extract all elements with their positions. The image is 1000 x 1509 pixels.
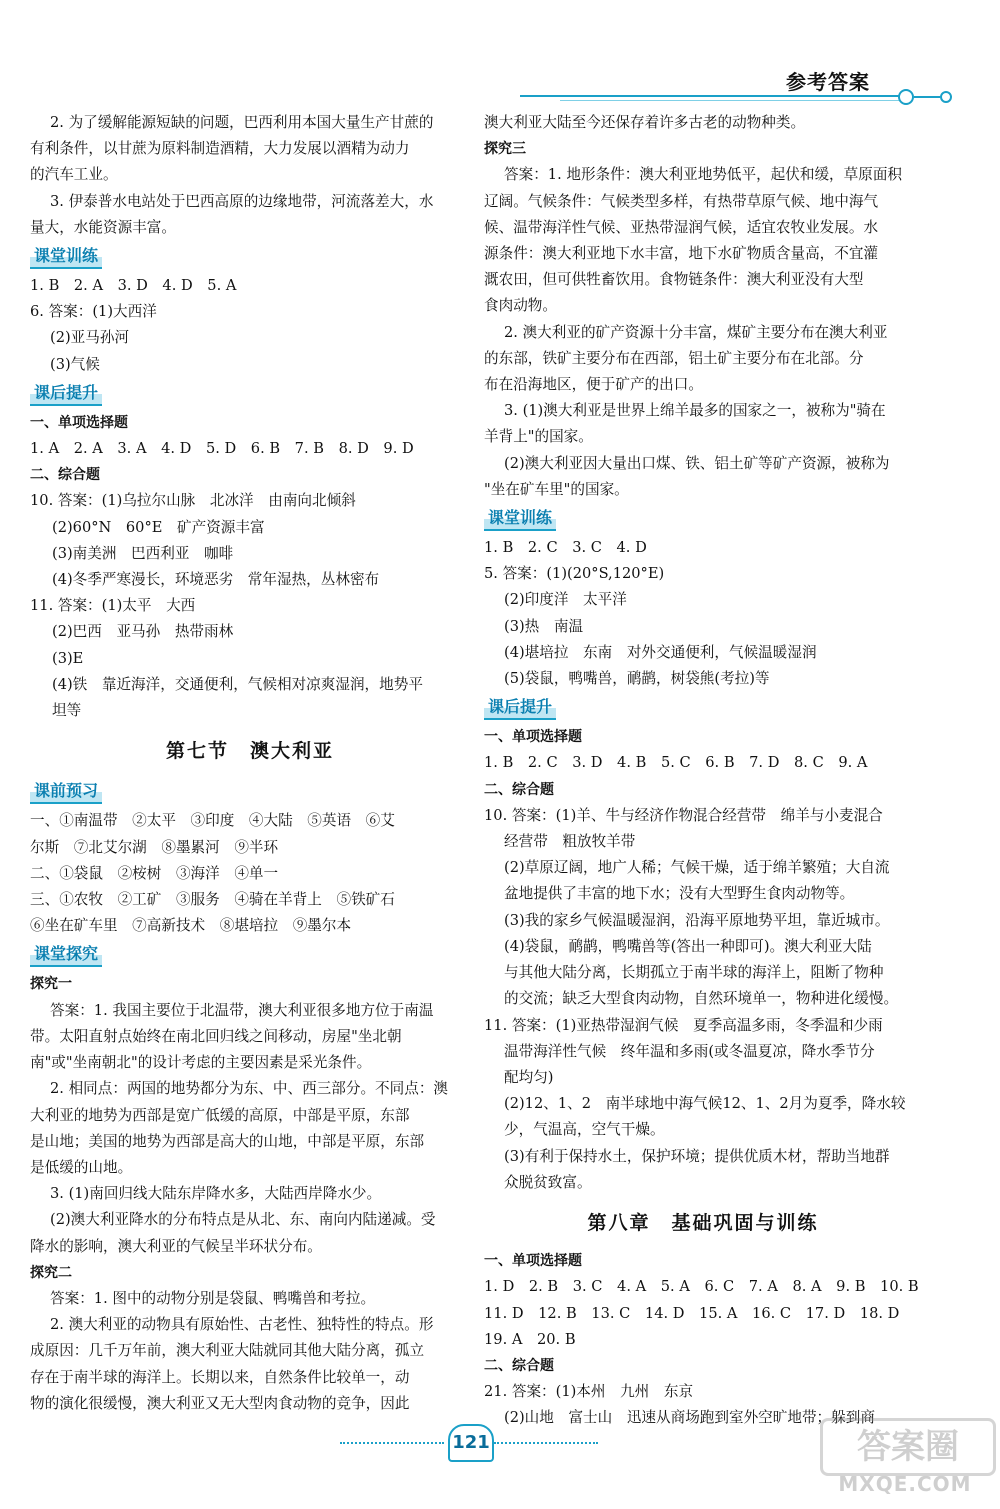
subheading: 二、综合题 bbox=[484, 1357, 554, 1374]
page-number: 121 bbox=[448, 1424, 494, 1462]
text-line: (2)12、1、2 南半球地中海气候12、1、2月为夏季，降水较 bbox=[504, 1095, 906, 1113]
text-line: 南"或"坐南朝北"的设计考虑的主要因素是采光条件。 bbox=[30, 1054, 372, 1072]
footer-dots-left bbox=[340, 1442, 444, 1446]
section-badge: 课堂训练 bbox=[30, 245, 102, 269]
text-line: ⑥坐在矿车里 ⑦高新技术 ⑧堪培拉 ⑨墨尔本 bbox=[30, 917, 352, 935]
text-line: 盆地提供了丰富的地下水；没有大型野生食肉动物等。 bbox=[504, 885, 855, 903]
text-line: 少，气温高，空气干燥。 bbox=[504, 1121, 665, 1139]
text-line: 1. B 2. A 3. D 4. D 5. A bbox=[30, 277, 237, 295]
section-badge-row bbox=[30, 241, 470, 273]
section-badge: 课前预习 bbox=[30, 780, 102, 804]
header-title: 参考答案 bbox=[786, 70, 870, 94]
text-line: "坐在矿车里"的国家。 bbox=[484, 480, 629, 498]
text-line: 物的演化很缓慢，澳大利亚又无大型肉食动物的竞争，因此 bbox=[30, 1394, 410, 1412]
text-line: 10. 答案：(1)乌拉尔山脉 北冰洋 由南向北倾斜 bbox=[30, 492, 356, 510]
text-line: 21. 答案：(1)本州 九州 东京 bbox=[484, 1383, 694, 1401]
ring-ornament-small bbox=[940, 91, 952, 103]
text-line: 尔斯 ⑦北艾尔湖 ⑧墨累河 ⑨半环 bbox=[30, 838, 279, 856]
section-badge: 课堂探究 bbox=[30, 943, 102, 967]
footer-dots-right bbox=[494, 1442, 598, 1446]
text-line: 布在沿海地区，便于矿产的出口。 bbox=[484, 376, 703, 394]
text-line: 降水的影响，澳大利亚的气候呈半环状分布。 bbox=[30, 1237, 322, 1255]
text-line: (3)气候 bbox=[50, 355, 100, 373]
text-line: 1. B 2. C 3. D 4. B 5. C 6. B 7. D 8. C 9. A bbox=[484, 754, 868, 772]
text-line: 一、①南温带 ②太平 ③印度 ④大陆 ⑤英语 ⑥艾 bbox=[30, 812, 395, 830]
text-line: (3)热 南温 bbox=[504, 617, 584, 635]
section-badge-row bbox=[30, 378, 470, 410]
text-line: 答案：1. 图中的动物分别是袋鼠、鸭嘴兽和考拉。 bbox=[50, 1289, 376, 1307]
text-line: 2. 澳大利亚的矿产资源十分丰富，煤矿主要分布在澳大利亚 bbox=[504, 323, 888, 341]
left-column bbox=[30, 110, 470, 1417]
text-line: (3)我的家乡气候温暖湿润，沿海平原地势平坦，靠近城市。 bbox=[504, 911, 890, 929]
text-line: 与其他大陆分离，长期孤立于南半球的海洋上，阻断了物种 bbox=[504, 964, 884, 982]
text-line: 3. (1)南回归线大陆东岸降水多，大陆西岸降水少。 bbox=[50, 1185, 382, 1203]
text-line: 食肉动物。 bbox=[484, 297, 557, 315]
section-title: 第八章 基础巩固与训练 bbox=[587, 1211, 819, 1234]
ring-ornament bbox=[898, 89, 914, 105]
section-badge-row bbox=[30, 776, 470, 808]
subheading: 一、单项选择题 bbox=[30, 414, 128, 431]
text-line: 源条件：澳大利亚地下水丰富，地下水矿物质含量高，不宜灌 bbox=[484, 245, 879, 263]
text-line: (3)有利于保持水土，保护环境；提供优质木材，帮助当地群 bbox=[504, 1147, 890, 1165]
text-line: (3)E bbox=[52, 649, 84, 667]
text-line: 的交流；缺乏大型食肉动物，自然环境单一，物种进化缓慢。 bbox=[504, 990, 899, 1008]
header-rule bbox=[520, 95, 900, 97]
text-line: 11. D 12. B 13. C 14. D 15. A 16. C 17. D 18. D bbox=[484, 1304, 900, 1322]
text-line: (2)60°N 60°E 矿产资源丰富 bbox=[52, 518, 265, 536]
subheading: 一、单项选择题 bbox=[484, 729, 582, 746]
text-line: (2)澳大利亚因大量出口煤、铁、铝土矿等矿产资源，被称为 bbox=[504, 454, 890, 472]
text-line: 是山地；美国的地势为西部是高大的山地，中部是平原，东部 bbox=[30, 1132, 425, 1150]
text-line: 大利亚的地势为西部是宽广低缓的高原，中部是平原，东部 bbox=[30, 1106, 410, 1124]
watermark-logo bbox=[820, 1418, 990, 1502]
text-line: 的汽车工业。 bbox=[30, 166, 118, 184]
text-line: 温带海洋性气候 终年温和多雨(或冬温夏凉，降水季节分 bbox=[504, 1042, 875, 1060]
subheading: 探究三 bbox=[484, 141, 526, 158]
text-line: (2)巴西 亚马孙 热带雨林 bbox=[52, 623, 234, 641]
text-line: 5. 答案：(1)(20°S,120°E) bbox=[484, 565, 665, 583]
subheading: 二、综合题 bbox=[484, 781, 554, 798]
text-line: 经营带 粗放牧羊带 bbox=[504, 833, 636, 851]
text-line: 是低缓的山地。 bbox=[30, 1158, 133, 1176]
text-line: 候、温带海洋性气候、亚热带湿润气候，适宜农牧业发展。水 bbox=[484, 218, 879, 236]
subheading: 二、综合题 bbox=[30, 467, 100, 484]
text-line: 3. 伊泰普水电站处于巴西高原的边缘地带，河流落差大，水 bbox=[50, 192, 434, 210]
text-line: 1. A 2. A 3. A 4. D 5. D 6. B 7. B 8. D 9. D bbox=[30, 440, 414, 458]
text-line: (4)铁 靠近海洋，交通便利，气候相对凉爽湿润，地势平 bbox=[52, 675, 423, 693]
text-line: 辽阔。气候条件：气候类型多样，有热带草原气候、地中海气 bbox=[484, 192, 879, 210]
text-line: 的东部，铁矿主要分布在西部，铝土矿主要分布在北部。分 bbox=[484, 349, 864, 367]
ring-link bbox=[914, 96, 940, 98]
text-line: 配均匀) bbox=[504, 1068, 554, 1086]
text-line: 3. (1)澳大利亚是世界上绵羊最多的国家之一，被称为"骑在 bbox=[504, 402, 886, 420]
page-header bbox=[520, 60, 990, 110]
text-line: 11. 答案：(1)太平 大西 bbox=[30, 597, 196, 615]
text-line: (2)澳大利亚降水的分布特点是从北、东、南向内陆递减。受 bbox=[50, 1211, 436, 1229]
text-line: 羊背上"的国家。 bbox=[484, 428, 593, 446]
text-line: (4)袋鼠，鸸鹋，鸭嘴兽等(答出一种即可)。澳大利亚大陆 bbox=[504, 937, 872, 955]
text-line: (4)堪培拉 东南 对外交通便利，气候温暖湿润 bbox=[504, 643, 817, 661]
section-badge-row bbox=[484, 692, 922, 724]
text-line: 1. D 2. B 3. C 4. A 5. A 6. C 7. A 8. A 9. B 10. B bbox=[484, 1278, 919, 1296]
watermark-title: 答案圈 bbox=[820, 1418, 996, 1476]
text-line: (3)南美洲 巴西利亚 咖啡 bbox=[52, 544, 234, 562]
text-line: (2)山地 富士山 迅速从商场跑到室外空旷地带；躲到商 bbox=[504, 1409, 875, 1427]
text-line: (5)袋鼠，鸭嘴兽，鸸鹋，树袋熊(考拉)等 bbox=[504, 670, 770, 688]
watermark-url: MXQE.COM bbox=[838, 1472, 972, 1496]
section-badge-row bbox=[30, 939, 470, 971]
text-line: 众脱贫致富。 bbox=[504, 1173, 592, 1191]
text-line: 量大，水能资源丰富。 bbox=[30, 218, 176, 236]
text-line: 6. 答案：(1)大西洋 bbox=[30, 303, 157, 321]
text-line: 2. 为了缓解能源短缺的问题，巴西利用本国大量生产甘蔗的 bbox=[50, 114, 434, 131]
subheading: 探究二 bbox=[30, 1264, 72, 1281]
text-line: 答案：1. 地形条件：澳大利亚地势低平，起伏和缓，草原面积 bbox=[504, 166, 903, 184]
subheading: 一、单项选择题 bbox=[484, 1253, 582, 1270]
text-line: (4)冬季严寒漫长，环境恶劣 常年湿热，丛林密布 bbox=[52, 571, 380, 589]
text-line: 存在于南半球的海洋上。长期以来，自然条件比较单一，动 bbox=[30, 1368, 410, 1386]
text-line: 1. B 2. C 3. C 4. D bbox=[484, 539, 647, 557]
subheading: 探究一 bbox=[30, 976, 72, 993]
text-line: 二、①袋鼠 ②桉树 ③海洋 ④单一 bbox=[30, 864, 279, 882]
text-line: (2)印度洋 太平洋 bbox=[504, 591, 627, 609]
text-line: 10. 答案：(1)羊、牛与经济作物混合经营带 绵羊与小麦混合 bbox=[484, 806, 883, 824]
section-badge-row bbox=[484, 503, 922, 535]
text-line: 带。太阳直射点始终在南北回归线之间移动，房屋"坐北朝 bbox=[30, 1027, 402, 1045]
text-line: (2)亚马孙河 bbox=[50, 329, 130, 347]
text-line: 三、①农牧 ②工矿 ③服务 ④骑在羊背上 ⑤铁矿石 bbox=[30, 891, 395, 909]
right-column bbox=[484, 110, 922, 1432]
text-line: 溉农田，但可供牲畜饮用。食物链条件：澳大利亚没有大型 bbox=[484, 271, 864, 289]
text-line: 19. A 20. B bbox=[484, 1330, 576, 1348]
section-badge: 课后提升 bbox=[484, 696, 556, 720]
text-line: (2)草原辽阔，地广人稀；气候干燥，适于绵羊繁殖；大自流 bbox=[504, 859, 890, 877]
section-badge: 课后提升 bbox=[30, 382, 102, 406]
section-badge: 课堂训练 bbox=[484, 507, 556, 531]
text-line: 成原因：几千万年前，澳大利亚大陆就同其他大陆分离，孤立 bbox=[30, 1342, 425, 1360]
text-line: 有利条件，以甘蔗为原料制造酒精，大力发展以酒精为动力 bbox=[30, 140, 410, 158]
text-line: 答案：1. 我国主要位于北温带，澳大利亚很多地方位于南温 bbox=[50, 1001, 434, 1019]
header-rule-thin bbox=[560, 100, 900, 101]
text-line: 澳大利亚大陆至今还保存着许多古老的动物种类。 bbox=[484, 114, 806, 131]
text-line: 坦等 bbox=[52, 702, 82, 720]
text-line: 2. 澳大利亚的动物具有原始性、古老性、独特性的特点。形 bbox=[50, 1316, 434, 1334]
section-title: 第七节 澳大利亚 bbox=[165, 740, 334, 763]
text-line: 2. 相同点：两国的地势都分为东、中、西三部分。不同点：澳 bbox=[50, 1080, 449, 1098]
text-line: 11. 答案：(1)亚热带湿润气候 夏季高温多雨，冬季温和少雨 bbox=[484, 1016, 883, 1034]
